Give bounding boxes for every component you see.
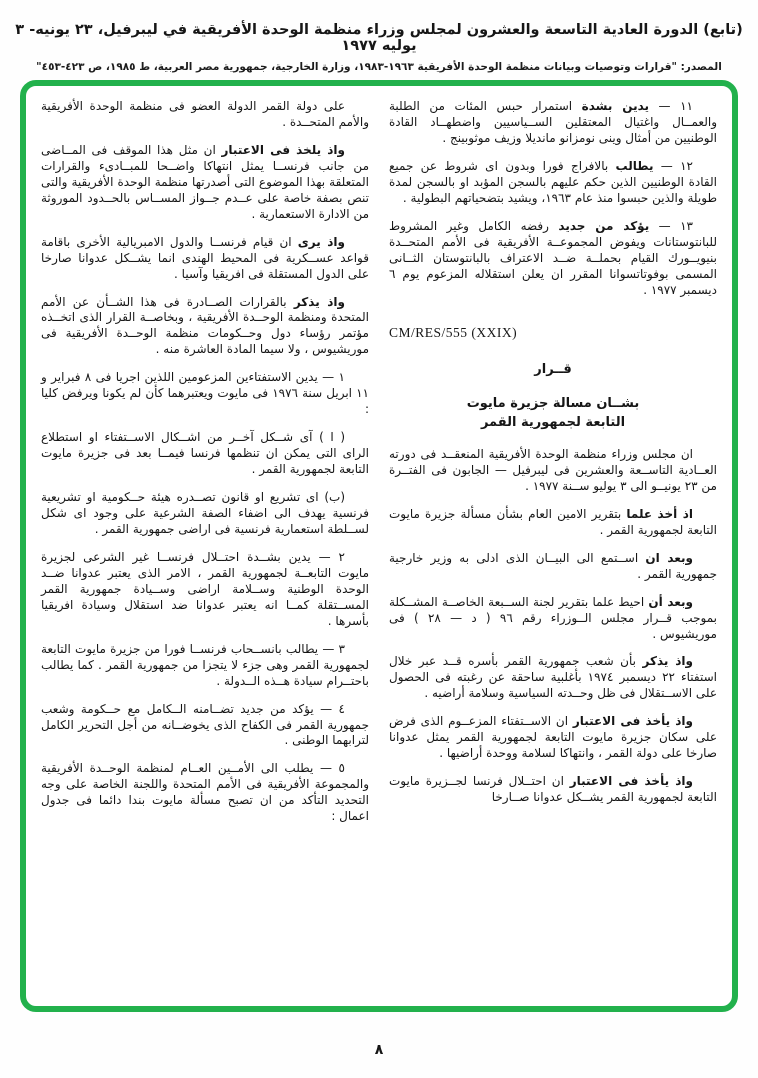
two-column-text xyxy=(26,86,732,1006)
paragraph: واذ يرى ان قيام فرنســا والدول الامبريالية الأخرى باقامة قواعد عســكرية فى المحيط الهندى انما يشــكل عدوانا صارخا على الدول المستقلة فى افريقيا وآسيا . xyxy=(41,234,369,281)
paragraph: على دولة القمر الدولة العضو فى منظمة الوحدة الأفريقية والأمم المتحــدة . xyxy=(41,99,369,129)
paragraph: ٣ — يطالب بانســحاب فرنســا فورا من جزيرة مايوت التابعة لجمهورية القمر وهى جزء لا يتجزا من جمهورية القمر . كما يطالب باحتــرام سيادة هــذه الــدولة . xyxy=(41,641,369,688)
paragraph: ١ — يدين الاستفتاءين المزعومين اللذين اجريا فى ٨ فبراير و ١١ ابريل سنة ١٩٧٦ فى مايوت ويعتبرهما كأن لم يكونا ويرفض كليا : xyxy=(41,370,369,417)
paragraph: ١٣ — يؤكد من جديد رفضه الكامل وغير المشروط للبانتوستانات ويفوض المجموعــة الأفريقية فى الأمم المتحــدة بنيويــورك القيام بحملــة ضــد الاعتراف بالبانتوستان الثــانى المسمى بوفوتاتسوانا المقرر ان يعلن استقلاله المزعوم يوم ٦ ديسمبر ١٩٧٧ . xyxy=(389,218,717,297)
section-heading: قــرار xyxy=(534,362,572,378)
page-header xyxy=(0,22,758,73)
paragraph: وبعد أن احيط علما بتقرير لجنة الســبعة الخاصــة المشــكلة بموجب قــرار مجلس الــوزراء رقم ٩٦ ( د — ٢٨ ) فى موريشيوس . xyxy=(389,594,717,641)
paragraph: ٢ — يدين بشــدة احتــلال فرنســا غير الشرعى لجزيرة مايوت التابعــة لجمهورية القمر ، الامر الذى يعتبر عدوانا ضــد الوحدة الوطنية وســلامة اراضى وســيادة جمهورية القمر المســتقلة كمــا انه يعتبر عدوانا ضد استقلال وسيادة افريقيا بأسرها . xyxy=(41,549,369,628)
paragraph: ان مجلس وزراء منظمة الوحدة الأفريقية المنعقــد فى دورته العــادية التاســعة والعشرين فى ليبرفيل — الجابون فى الفتــرة من ٢٣ يونيــو الى ٣ يوليو ســنة ١٩٧٧ . xyxy=(389,446,717,493)
paragraph: ١١ — يدين بشدة استمرار حبس المئات من الطلبة والعمــال واغتيال المعتقلين الســياسيين واضطهــاد القادة الوطنيين من أمثال وينى نومزانو مانديلا وزيف موثوبينج . xyxy=(389,99,717,145)
resolution-reference: CM/RES/555 (XXIX) xyxy=(389,325,518,341)
column-left xyxy=(41,99,369,993)
paragraph: ٤ — يؤكد من جديد تضــامنه الــكامل مع حــكومة وشعب جمهورية القمر فى الكفاح الذى يخوضــانه من أجل التحرير الكامل لترابهما الوطنى . xyxy=(41,701,369,748)
header-source: المصدر: "قرارات وتوصيات وبيانات منظمة الوحدة الأفريقية ١٩٦٣-١٩٨٣، وزارة الخارجية، جمهورية مصر العربية، ط ١٩٨٥، ص ٤٢٣-٤٥٣" xyxy=(36,61,722,73)
paragraph: ٥ — يطلب الى الأمــين العــام لمنظمة الوحــدة الأفريقية والمجموعة الأفريقية فى الأمم المتحدة واللجنة الخاصة على وجه التحديد التأكد من ان تصبح مسألة مايوت بندا دائما فى جدول اعمال : xyxy=(41,761,369,824)
paragraph: ( ا ) آى شــكل آخــر من اشــكال الاســتفتاء او استطلاع الراى التى يمكن ان تنظمها فرنسا فيمــا بعد فى جزيرة مايوت التابعة لجمهورية القمر . xyxy=(41,430,369,477)
section-heading: بشــان مسالة جزيرة مايوت التابعة لجمهورية القمر xyxy=(466,395,640,431)
paragraph: وبعد ان اســتمع الى البيــان الذى ادلى به وزير خارجية جمهورية القمر . xyxy=(389,550,717,581)
paragraph: ١٢ — يطالب بالافراج فورا وبدون اى شروط عن جميع القادة الوطنيين الذين حكم عليهم بالسجن المؤبد او بالسجن لمدة طويلة والذين حبسوا منذ عام ١٩٦٣، ويشيد بتضحياتهم البطولية . xyxy=(389,158,717,205)
paragraph: واذ يذكر بأن شعب جمهورية القمر بأسره قــد عبر خلال استفتاء ٢٢ ديسمبر ١٩٧٤ بأغلبية ساحقة عن رغبته فى الحصول على الاســتقلال فى ظل وحــدته السياسية وسلامة أراضيه . xyxy=(389,654,717,701)
paragraph: (ب) اى تشريع او قانون تصــدره هيئة حــكومية او تشريعية فرنسية يهدف الى اضفاء الصفة الشرعية على وجود اى شكل لســلطة استعمارية فرنسية فى اراضى جمهورية القمر . xyxy=(41,490,369,536)
column-right xyxy=(389,99,717,993)
paragraph: واذ يلخذ فى الاعتبار ان مثل هذا الموقف فى المــاضى من جانب فرنســا يمثل انتهاكا واضــحا للمبــادىء والقرارات المتعلقة بهذا الموضوع التى أصدرتها منظمة الوحدة الأفريقية والتى تنص بصفة خاصة على عــدم جــواز المســاس بالحــدود الموروثة من الادارة الاستعمارية . xyxy=(41,142,369,221)
paragraph: واذ يذكر بالقرارات الصــادرة فى هذا الشــأن عن الأمم المتحدة ومنظمة الوحــدة الأفريقية ، وبخاصــة القرار الذى اتخــذه مؤتمر رؤساء دول وحــكومات منظمة الوحــدة الأفريقية فى موريشيوس ، ولا سيما المادة العاشرة منه . xyxy=(41,294,369,357)
paragraph: واذ يأخذ فى الاعتبار ان احتــلال فرنسا لجــزيرة مايوت التابعة لجمهورية القمر يشــكل عدوانا صــارخا xyxy=(389,774,717,805)
page-number: ٨ xyxy=(374,1042,384,1058)
paragraph: واذ يأخذ فى الاعتبار ان الاســتفتاء المزعــوم الذى فرض على سكان جزيرة مايوت التابعة لجمهورية القمر يمثل عدوانا صارخا على دولة القمر ، وانتهاكا لسلامة ووحدة أراضيها . xyxy=(389,714,717,761)
green-border-frame xyxy=(20,80,738,1012)
header-title: (تابع) الدورة العادية التاسعة والعشرون لمجلس وزراء منظمة الوحدة الأفريقية في ليبرفيل، ٢٣ يونيه- ٣ يوليه ١٩٧٧ xyxy=(15,22,743,54)
paragraph: اذ أخذ علما بتقرير الامين العام بشأن مسألة جزيرة مايوت التابعة لجمهورية القمر . xyxy=(389,506,717,537)
